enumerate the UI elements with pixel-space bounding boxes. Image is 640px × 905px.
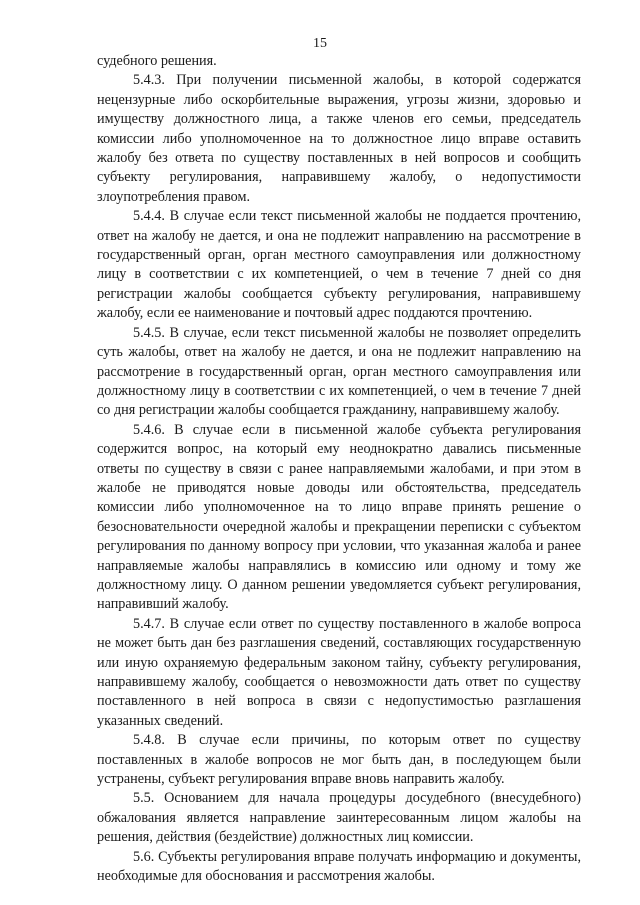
paragraph-5-4-4: 5.4.4. В случае если текст письменной жалобы не поддается прочтению, ответ на жалобу не дается, и она не подлежит направлению на рассмотрение в государственный орган, орган местного самоуправления или должностному лицу в соответствии с их компетенцией, о чем в течение 7 дней со дня регистрации жалобы сообщается субъекту регулирования, направившему жалобу, если ее наименование и почтовый адрес поддаются прочтению.	[97, 208, 581, 322]
paragraph-continuation: судебного решения.	[97, 53, 217, 69]
paragraph-5-4-6: 5.4.6. В случае если в письменной жалобе субъекта регулирования содержится вопрос, на который ему неоднократно давались письменные ответы по существу в связи с ранее направляемыми жалобами, и при этом в жалобе не приводятся новые доводы или обстоятельства, председатель комиссии либо уполномоченное на то лицо вправе принять решение о безосновательности очередной жалобы и прекращении переписки с субъектом регулирования по данному вопросу при условии, что указанная жалоба и ранее направляемые жалобы направлялись в комиссию или одному и тому же должностному лицу. О данном решении уведомляется субъект регулирования, направивший жалобу.	[97, 421, 581, 613]
paragraph-5-4-7: 5.4.7. В случае если ответ по существу поставленного в жалобе вопроса не может быть дан без разглашения сведений, составляющих государственную или иную охраняемую федеральным законом тайну, субъекту регулирования, направившему жалобу, сообщается о невозможности дать ответ по существу поставленного в ней вопроса в связи с недопустимостью разглашения указанных сведений.	[97, 615, 581, 729]
paragraph-5-4-3: 5.4.3. При получении письменной жалобы, в которой содержатся нецензурные либо оскорбительные выражения, угрозы жизни, здоровью и имуществу должностного лица, а также членов его семьи, председатель комиссии либо уполномоченное на то должностное лицо вправе оставить жалобу без ответа по существу поставленных в ней вопросов и сообщить субъекту регулирования, направившему жалобу, о недопустимости злоупотребления правом.	[97, 72, 581, 205]
paragraph-5-6: 5.6. Субъекты регулирования вправе получать информацию и документы, необходимые для обоснования и рассмотрения жалобы.	[97, 848, 581, 885]
paragraph-5-4-8: 5.4.8. В случае если причины, по которым ответ по существу поставленных в жалобе вопросов не мог быть дан, в последующем были устранены, субъект регулирования вправе вновь направить жалобу.	[97, 732, 581, 788]
paragraph-5-4-5: 5.4.5. В случае, если текст письменной жалобы не позволяет определить суть жалобы, ответ на жалобу не дается, и она не подлежит направлению на рассмотрение в государственный орган, орган местного самоуправления или должностному лицу в соответствии с их компетенцией, о чем в течение 7 дней со дня регистрации жалобы сообщается гражданину, направившему жалобу.	[97, 324, 581, 419]
document-body	[97, 52, 581, 886]
page-number: 15	[313, 36, 327, 51]
paragraph-5-5: 5.5. Основанием для начала процедуры досудебного (внесудебного) обжалования является направление заинтересованным лицом жалобы на решения, действия (бездействие) должностных лиц комиссии.	[97, 790, 581, 846]
